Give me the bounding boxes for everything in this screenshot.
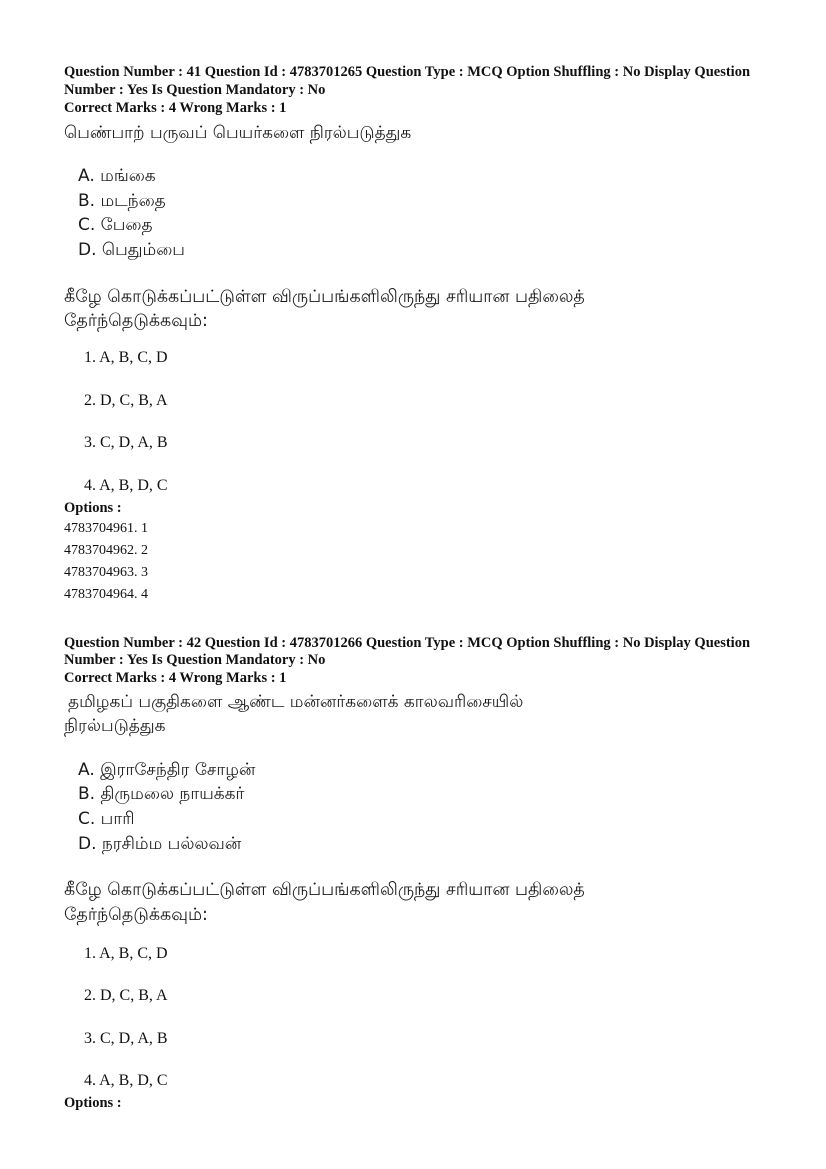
list-item: A. இராசேந்திர சோழன் — [78, 760, 256, 780]
instruction-text: தேர்ந்தெடுக்கவும்: — [64, 311, 208, 331]
list-item: B. மடந்தை — [78, 191, 166, 211]
option-id: 4783704964. 4 — [64, 587, 148, 602]
list-item: D. பெதும்பை — [78, 240, 185, 260]
list-item: C. பேதை — [78, 215, 153, 235]
instruction-text: தேர்ந்தெடுக்கவும்: — [64, 905, 208, 925]
option-id: 4783704963. 3 — [64, 565, 148, 580]
options-label: Options : — [64, 1095, 122, 1111]
answer-choice: 1. A, B, C, D — [84, 945, 168, 962]
option-id: 4783704962. 2 — [64, 543, 148, 558]
options-label: Options : — [64, 500, 122, 516]
instruction-text: கீழே கொடுக்கப்பட்டுள்ள விருப்பங்களிலிருந்து சரியான பதிலைத் — [64, 880, 585, 900]
question-prompt: பெண்பாற் பருவப் பெயர்களை நிரல்படுத்துக — [64, 123, 412, 143]
answer-choice: 2. D, C, B, A — [84, 987, 168, 1004]
answer-choice: 4. A, B, D, C — [84, 1072, 168, 1089]
marks-line: Correct Marks : 4 Wrong Marks : 1 — [64, 670, 287, 686]
question-header-cont: Number : Yes Is Question Mandatory : No — [64, 82, 326, 98]
question-header: Question Number : 42 Question Id : 4783701266 Question Type : MCQ Option Shuffling : No Display Question — [64, 635, 751, 651]
list-item: B. திருமலை நாயக்கர் — [78, 784, 245, 804]
question-header: Question Number : 41 Question Id : 4783701265 Question Type : MCQ Option Shuffling : No Display Question — [64, 64, 751, 80]
list-item: C. பாரி — [78, 809, 135, 829]
option-id: 4783704961. 1 — [64, 521, 148, 536]
answer-choice: 3. C, D, A, B — [84, 434, 168, 451]
question-prompt: தமிழகப் பகுதிகளை ஆண்ட மன்னர்களைக் காலவரிசையில் — [68, 692, 524, 712]
answer-choice: 4. A, B, D, C — [84, 477, 168, 494]
list-item: A. மங்கை — [78, 166, 156, 186]
answer-choice: 2. D, C, B, A — [84, 392, 168, 409]
question-header-cont: Number : Yes Is Question Mandatory : No — [64, 652, 326, 668]
question-prompt-cont: நிரல்படுத்துக — [64, 716, 166, 736]
instruction-text: கீழே கொடுக்கப்பட்டுள்ள விருப்பங்களிலிருந்து சரியான பதிலைத் — [64, 287, 585, 307]
answer-choice: 3. C, D, A, B — [84, 1030, 168, 1047]
marks-line: Correct Marks : 4 Wrong Marks : 1 — [64, 100, 287, 116]
answer-choice: 1. A, B, C, D — [84, 349, 168, 366]
list-item: D. நரசிம்ம பல்லவன் — [78, 834, 242, 854]
